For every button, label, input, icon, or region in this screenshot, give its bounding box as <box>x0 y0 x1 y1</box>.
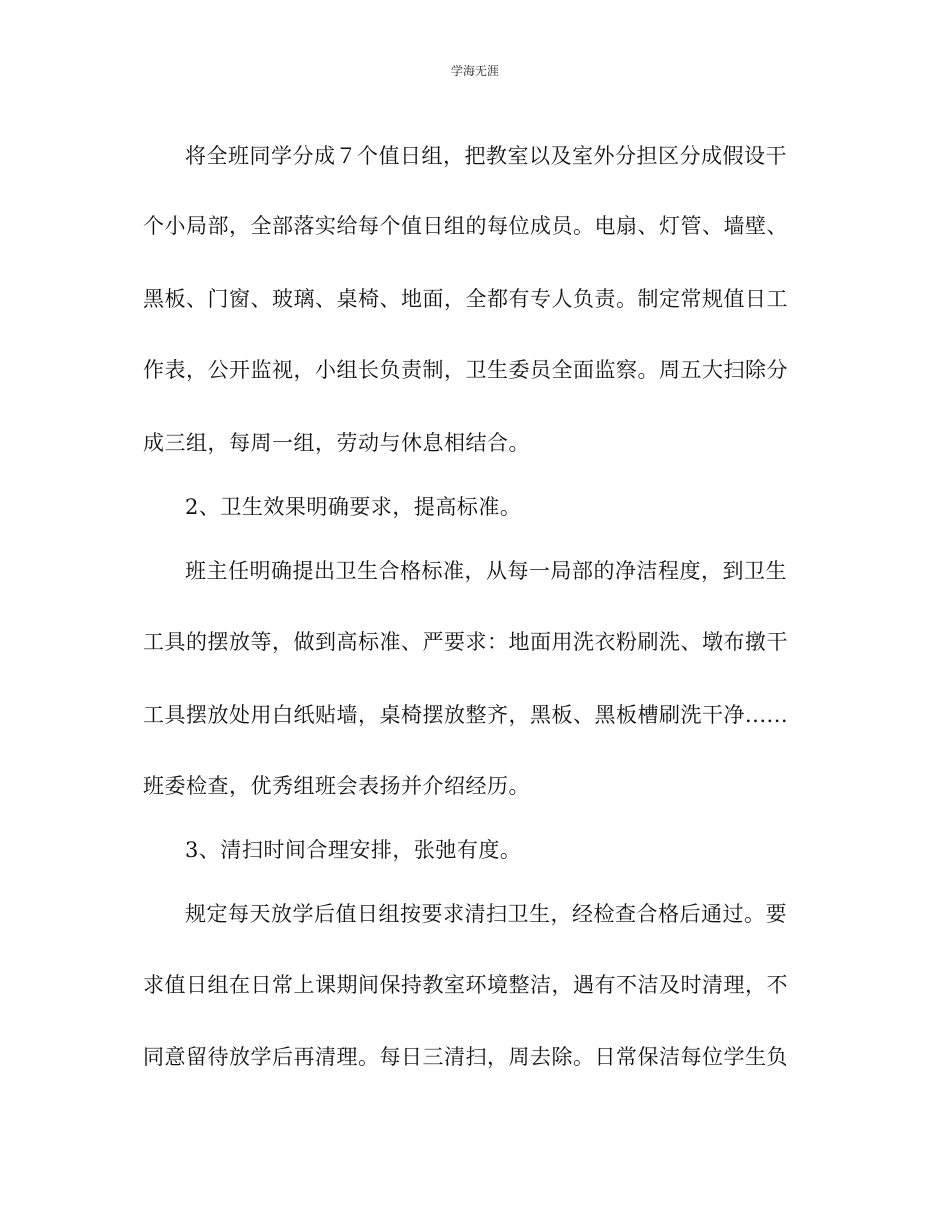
paragraph-line: 黑板、门窗、玻璃、桌椅、地面，全都有专人负责。制定常规值日工 <box>143 287 788 311</box>
paragraph-line: 班委检查，优秀组班会表扬并介绍经历。 <box>143 774 530 798</box>
paragraph-line: 个小局部，全部落实给每个值日组的每位成员。电扇、灯管、墙壁、 <box>143 214 788 238</box>
paragraph-line: 求值日组在日常上课期间保持教室环境整洁，遇有不洁及时清理，不 <box>143 973 788 997</box>
paragraph-line: 工具摆放处用白纸贴墙，桌椅摆放整齐，黑板、黑板槽刷洗干净...... <box>143 703 789 727</box>
paragraph-line: 成三组，每周一组，劳动与休息相结合。 <box>143 431 530 455</box>
paragraph-line: 工具的摆放等，做到高标准、严要求：地面用洗衣粉刷洗、墩布撴干 <box>143 630 788 654</box>
paragraph-line: 班主任明确提出卫生合格标准，从每一局部的净洁程度，到卫生 <box>185 559 787 583</box>
paragraph-line: 同意留待放学后再清理。每日三清扫，周去除。日常保洁每位学生负 <box>143 1045 788 1069</box>
paragraph-line: 作表，公开监视，小组长负责制，卫生委员全面监察。周五大扫除分 <box>143 358 788 382</box>
paragraph-line: 将全班同学分成７个值日组，把教室以及室外分担区分成假设干 <box>185 144 787 168</box>
page-header: 学海无涯 <box>450 64 499 78</box>
section-heading: 3、清扫时间合理安排，张弛有度。 <box>185 838 522 862</box>
section-heading: 2、卫生效果明确要求，提高标准。 <box>185 495 522 519</box>
paragraph-line: 规定每天放学后值日组按要求清扫卫生，经检查合格后通过。要 <box>185 902 787 926</box>
